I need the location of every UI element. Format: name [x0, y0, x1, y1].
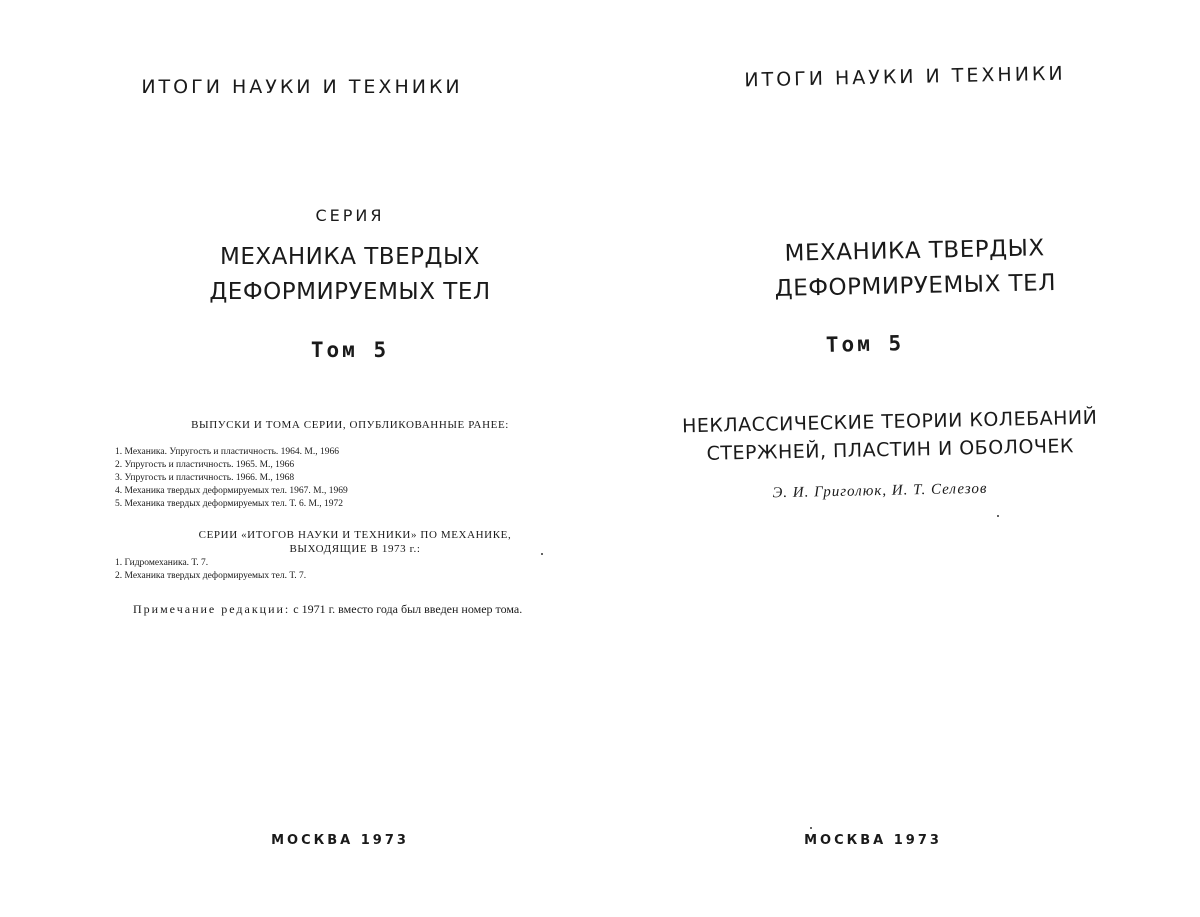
previous-issues-list: [115, 446, 515, 511]
previous-issues-heading: ВЫПУСКИ И ТОМА СЕРИИ, ОПУБЛИКОВАННЫЕ РАНЕЕ:: [191, 419, 509, 431]
right-page: [600, 0, 1200, 917]
work-title-line1: НЕКЛАССИЧЕСКИЕ ТЕОРИИ КОЛЕБАНИЙ: [681, 406, 1098, 438]
editorial-note-label: Примечание редакции:: [133, 602, 291, 616]
series-title-line1: МЕХАНИКА ТВЕРДЫХ: [220, 244, 480, 270]
authors: Э. И. Григолюк, И. Т. Селезов: [772, 480, 988, 502]
other-series-heading: [170, 528, 540, 556]
list-item: 2. Упругость и пластичность. 1965. М., 1966: [115, 460, 295, 470]
other-series-list: [115, 557, 515, 583]
series-label: СЕРИЯ: [315, 206, 385, 225]
list-item: 5. Механика твердых деформируемых тел. Т. 6. М., 1972: [115, 499, 344, 509]
work-title-line2: СТЕРЖНЕЙ, ПЛАСТИН И ОБОЛОЧЕК: [706, 435, 1075, 465]
other-series-heading-line1: СЕРИИ «ИТОГОВ НАУКИ И ТЕХНИКИ» ПО МЕХАНИКЕ,: [198, 529, 512, 541]
work-title: [639, 403, 1140, 469]
series-header: ИТОГИ НАУКИ И ТЕХНИКИ: [141, 76, 463, 98]
editorial-note-text: с 1971 г. вместо года был введен номер тома.: [290, 602, 523, 616]
series-title: [150, 240, 550, 310]
series-title-line1: МЕХАНИКА ТВЕРДЫХ: [784, 235, 1045, 267]
volume-label: Том 5: [825, 331, 905, 357]
series-header: ИТОГИ НАУКИ И ТЕХНИКИ: [744, 62, 1066, 92]
list-item: 4. Механика твердых деформируемых тел. 1967. М., 1969: [115, 486, 348, 496]
series-title: [699, 230, 1130, 309]
city-year: МОСКВА 1973: [271, 833, 409, 848]
list-item: 3. Упругость и пластичность. 1966. М., 1968: [115, 473, 295, 483]
print-speck: [541, 553, 543, 555]
list-item: 1. Гидромеханика. Т. 7.: [115, 558, 209, 568]
volume-label: Том 5: [310, 338, 390, 362]
series-title-line2: ДЕФОРМИРУЕМЫХ ТЕЛ: [209, 279, 491, 305]
print-speck: [997, 515, 999, 517]
other-series-heading-line2: ВЫХОДЯЩИЕ В 1973 г.:: [289, 543, 421, 555]
list-item: 1. Механика. Упругость и пластичность. 1964. М., 1966: [115, 447, 340, 457]
editorial-note: [115, 601, 579, 617]
city-year: МОСКВА 1973: [804, 833, 942, 848]
print-speck: [810, 827, 812, 829]
series-title-line2: ДЕФОРМИРУЕМЫХ ТЕЛ: [774, 270, 1057, 302]
list-item: 2. Механика твердых деформируемых тел. Т. 7.: [115, 571, 307, 581]
